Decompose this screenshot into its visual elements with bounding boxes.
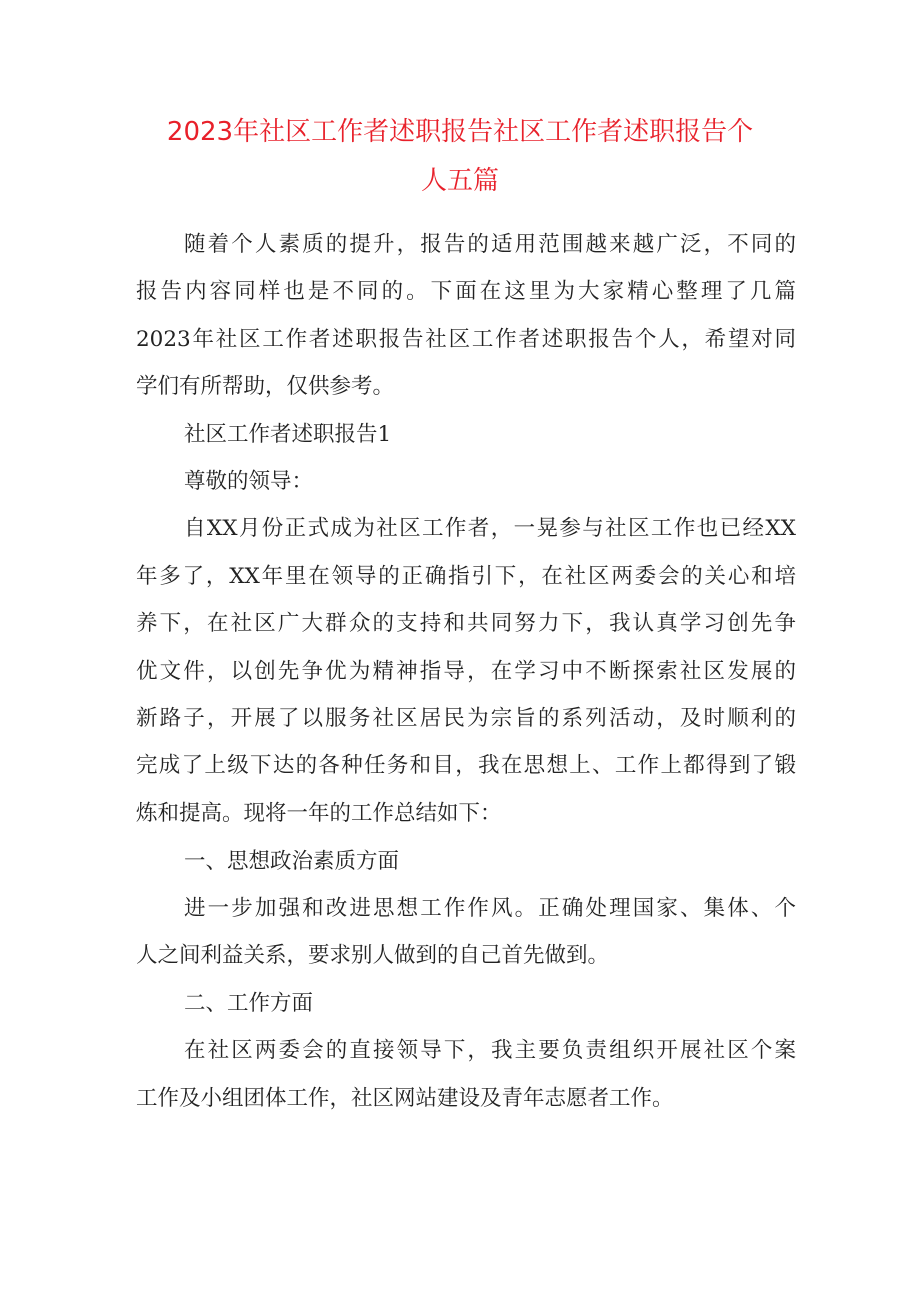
work-paragraph-line-1: 在社区两委会的直接领导下，我主要负责组织开展社区个案 — [184, 1038, 796, 1063]
body-paragraph-line-6: 完成了上级下达的各种任务和目，我在思想上、工作上都得到了锻 — [136, 753, 796, 778]
body-paragraph-line-1: 自XX月份正式成为社区工作者，一晃参与社区工作也已经XX — [184, 516, 796, 541]
body-paragraph-line-4: 优文件，以创先争优为精神指导，在学习中不断探索社区发展的 — [136, 659, 796, 684]
work-paragraph-line-2: 工作及小组团体工作，社区网站建设及青年志愿者工作。 — [136, 1086, 674, 1111]
document-title-line-1: 2023年社区工作者述职报告社区工作者述职报告个 — [166, 117, 754, 147]
ideology-paragraph-line-2: 人之间利益关系，要求别人做到的自己首先做到。 — [136, 943, 610, 968]
intro-paragraph-line-4: 学们有所帮助，仅供参考。 — [136, 374, 395, 399]
document-title-line-2: 人五篇 — [420, 166, 499, 196]
intro-paragraph-line-1: 随着个人素质的提升，报告的适用范围越来越广泛，不同的 — [184, 232, 796, 257]
body-paragraph-line-5: 新路子，开展了以服务社区居民为宗旨的系列活动，及时顺利的 — [136, 706, 796, 731]
section-heading-report-1: 社区工作者述职报告1 — [184, 422, 392, 447]
salutation: 尊敬的领导： — [184, 469, 314, 494]
body-paragraph-line-3: 养下，在社区广大群众的支持和共同努力下，我认真学习创先争 — [136, 611, 796, 636]
section-heading-work: 二、工作方面 — [184, 991, 314, 1016]
ideology-paragraph-line-1: 进一步加强和改进思想工作作风。正确处理国家、集体、个 — [184, 896, 796, 921]
intro-paragraph-line-3: 2023年社区工作者述职报告社区工作者述职报告个人，希望对同 — [136, 327, 796, 352]
body-paragraph-line-7: 炼和提高。现将一年的工作总结如下： — [136, 801, 502, 826]
intro-paragraph-line-2: 报告内容同样也是不同的。下面在这里为大家精心整理了几篇 — [136, 279, 796, 304]
body-paragraph-line-2: 年多了，XX年里在领导的正确指引下，在社区两委会的关心和培 — [136, 564, 796, 589]
section-heading-ideology: 一、思想政治素质方面 — [184, 849, 400, 874]
